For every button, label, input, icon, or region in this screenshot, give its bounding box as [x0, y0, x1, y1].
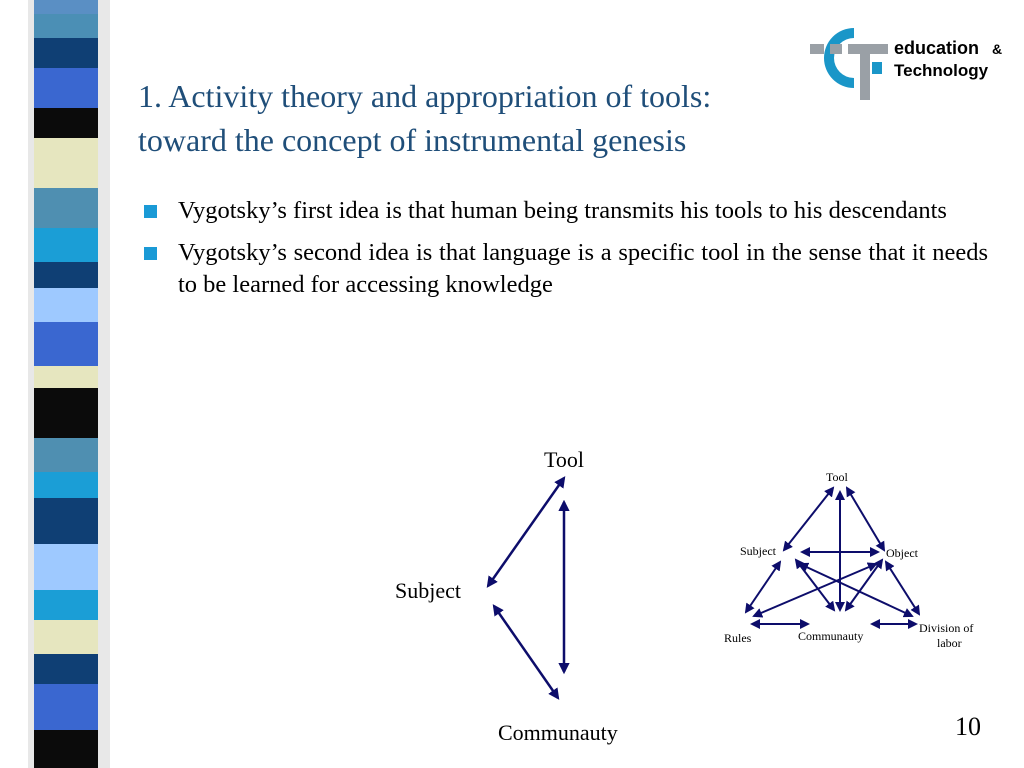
node-label-division-line2: labor	[937, 636, 962, 650]
square-bullet-icon	[144, 205, 157, 218]
decorative-stripe	[0, 0, 110, 768]
arrow-subject-community	[494, 606, 558, 698]
node-label-community: Communauty	[498, 720, 618, 745]
page-number: 10	[955, 712, 981, 741]
slide-title	[138, 74, 858, 162]
node-label-tool: Tool	[544, 447, 585, 472]
node-label-object: Object	[886, 546, 918, 560]
arrow-object-community	[846, 560, 882, 610]
arrow-tool-subject	[784, 488, 833, 550]
activity-system-diagram	[716, 462, 996, 662]
bullet-text: Vygotsky’s first idea is that human being transmits his tools to his descendants	[178, 197, 947, 224]
bullet-item	[140, 195, 988, 227]
bullet-text: Vygotsky’s second idea is that language is a specific tool in the sense that it needs to be learned for accessing knowledge	[178, 239, 988, 298]
node-label-rules: Rules	[724, 631, 752, 645]
slide-title-line-1: 1. Activity theory and appropriation of tools:	[138, 78, 712, 114]
node-label-tool: Tool	[826, 470, 848, 484]
bullet-list	[140, 195, 988, 311]
logo-text-technology: Technology	[894, 61, 989, 80]
logo-text-education: education	[894, 38, 980, 58]
arrow-tool-object	[847, 488, 884, 550]
slide-title-line-2: toward the concept of instrumental genesis	[138, 122, 687, 158]
node-label-subject: Subject	[740, 544, 776, 558]
tool-subject-community-diagram	[380, 440, 660, 760]
logo-text-ampersand: &	[992, 41, 1003, 57]
node-label-division-line1: Division of	[919, 621, 974, 635]
arrow-subject-rules	[746, 562, 780, 612]
arrow-tool-subject	[488, 478, 564, 586]
square-bullet-icon	[144, 247, 157, 260]
node-label-subject: Subject	[395, 578, 461, 603]
node-label-community: Communauty	[798, 629, 864, 643]
bullet-item	[140, 237, 988, 301]
